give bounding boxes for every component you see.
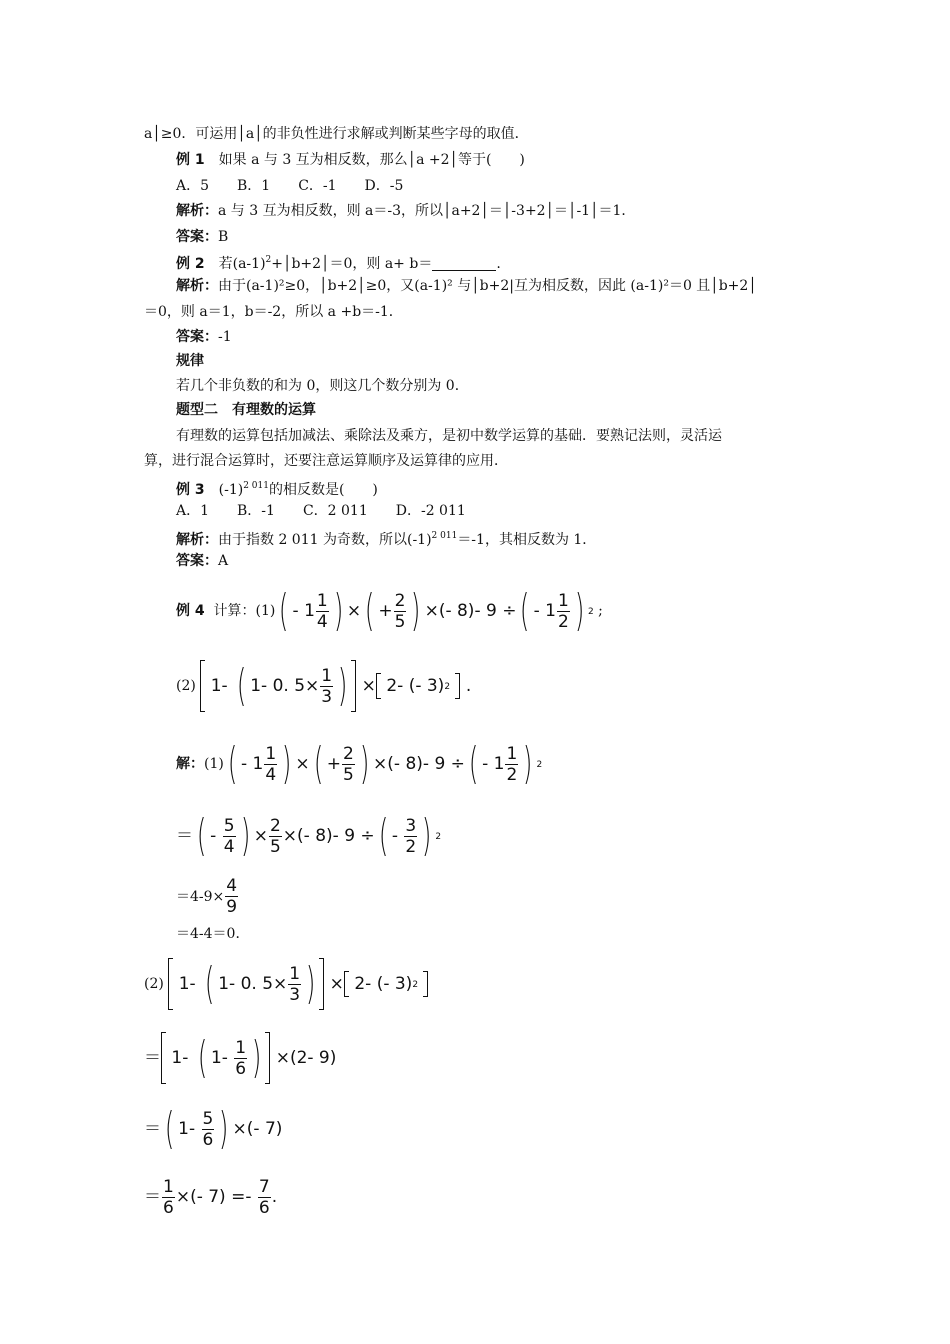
example-1-label: 例 1 (176, 152, 205, 168)
example-2-text-end: . (496, 256, 501, 272)
example-1-question (176, 150, 525, 170)
solution-2-line-3 (144, 1104, 282, 1155)
example-3-answer (176, 551, 228, 571)
formula-5: 1- ( 1- 0. 5× 1 3 ) × 2- (- 3) 2 (168, 958, 428, 1010)
example-3-label: 例 3 (176, 482, 205, 498)
example-3-exp: 2 011 (243, 481, 269, 491)
solution-2-line-4 (144, 1172, 277, 1223)
formula-2: 1- ( 1- 0. 5× 1 3 ) × 2- (- 3) 2 . (200, 660, 471, 712)
example-2-question: 例 2 若$(a-1)^2+│b+2│=0$，则 a+ b＝ . (176, 255, 501, 272)
analysis-pre: 由于指数 2 011 为奇数，所以(-1) (218, 532, 432, 548)
example-3-pre: (-1) (218, 482, 244, 498)
example-1-options: A．5 B．1 C．-1 D．-5 (176, 178, 404, 194)
answer-text: B (218, 229, 229, 245)
rule-text: 若几个非负数的和为 0，则这几个数分别为 0． (176, 378, 469, 394)
formula-6: ＝ 1- ( 1- 1 6 ) ×(2- 9) (144, 1032, 337, 1083)
example-4-label: 例 4 (176, 603, 205, 619)
analysis-text: 由于(a-1)²≥0，│b+2│≥0，又(a-1)² 与│b+2|互为相反数，因此 (a-1)²＝0 且│b+2│ (218, 278, 757, 294)
fraction-4-9: $\frac{4}{9}$ (226, 876, 238, 917)
example-4-part-2 (176, 660, 471, 712)
example-3-options: A．1 B．-1 C．2 011 D．-2 011 (176, 503, 466, 519)
answer-text: A (218, 553, 229, 569)
answer-label: 答案： (176, 329, 218, 345)
formula-1: ( - 1 1 4 ) × ( + 2 5 ) ×(- 8)- 9 ÷ ( - 1 1 2 ) 2 (279, 585, 594, 636)
part-2-label: (2) (176, 678, 196, 694)
example-3-analysis (176, 526, 596, 550)
example-2-answer (176, 327, 232, 347)
step-text: ＝4-9× (176, 888, 225, 905)
p2-label: (2) (144, 976, 164, 992)
answer-label: 答案： (176, 553, 218, 569)
solution-2-line-1 (144, 958, 428, 1010)
solution-1-line-3 (176, 876, 239, 917)
analysis-label: 解析： (176, 203, 218, 219)
solution-1-line-2 (176, 810, 441, 862)
example-2-analysis-1 (176, 276, 757, 296)
solution-label: 解： (176, 756, 204, 772)
formula-7: ＝ ( 1- 5 6 ) ×(- 7) (144, 1103, 283, 1154)
analysis-label: 解析： (176, 278, 218, 294)
intro-line: a│≥0．可运用│a│的非负性进行求解或判断某些字母的取值． (144, 126, 529, 142)
analysis-text: a 与 3 互为相反数，则 a＝-3，所以│a+2│＝│-3+2│＝│-1│＝1． (218, 203, 636, 219)
answer-blank[interactable] (432, 256, 496, 271)
example-1-analysis (176, 201, 635, 221)
answer-text: -1 (218, 329, 232, 345)
formula-8: ＝ 1 6 ×(- 7) =- 7 6 . (144, 1176, 278, 1218)
section-2-title: 题型二 有理数的运算 (176, 402, 316, 418)
example-2-analysis-2: ＝0，则 a＝1，b＝-2，所以 a +b＝-1． (144, 304, 403, 320)
example-3-post: 的相反数是( ) (268, 482, 378, 498)
example-2-label: 例 2 (176, 256, 205, 272)
analysis-label: 解析： (176, 532, 218, 548)
example-2-text-pre: 若(a-1) (218, 256, 266, 272)
formula-3: ( - 1 1 4 ) × ( + 2 5 ) ×(- 8)- 9 ÷ ( - 1 1 2 ) 2 (227, 738, 543, 789)
rule-title: 规律 (176, 353, 204, 369)
solution-2-line-2 (144, 1032, 336, 1084)
example-1-answer (176, 227, 228, 247)
section-2-text-1: 有理数的运算包括加减法、乘除法及乘方，是初中数学运算的基础．要熟记法则，灵活运 (176, 428, 722, 444)
example-4-prompt: 例 4 计算：(1) ( - 1 1 4 ) × ( + 2 5 ) ×(- 8)- 9 ÷ ( - 1 1 2 ) 2 ; (176, 585, 603, 636)
analysis-exp: 2 011 (431, 531, 458, 541)
formula-4: ＝ ( - 5 4 ) × 2 5 ×(- 8)- 9 ÷ ( - 3 2 ) 2 (176, 810, 442, 861)
example-2-text-mid: +│b+2│＝0，则 a+ b＝ (271, 256, 433, 272)
example-3-question (176, 476, 378, 500)
solution-1-line-1: 解： (1) ( - 1 1 4 ) × ( + 2 5 ) ×(- 8)- 9 ÷ ( - 1 1 2 ) 2 (176, 738, 543, 789)
solution-1-line-4: ＝4-4＝0． (176, 926, 250, 942)
example-4-prompt-text: 计算：(1) (213, 603, 276, 619)
analysis-post: ＝-1，其相反数为 1． (457, 532, 597, 548)
example-1-text: 如果 a 与 3 互为相反数，那么│a +2│等于( ) (218, 152, 525, 168)
section-2-text-2: 算，进行混合运算时，还要注意运算顺序及运算律的应用． (144, 453, 508, 469)
answer-label: 答案： (176, 229, 218, 245)
